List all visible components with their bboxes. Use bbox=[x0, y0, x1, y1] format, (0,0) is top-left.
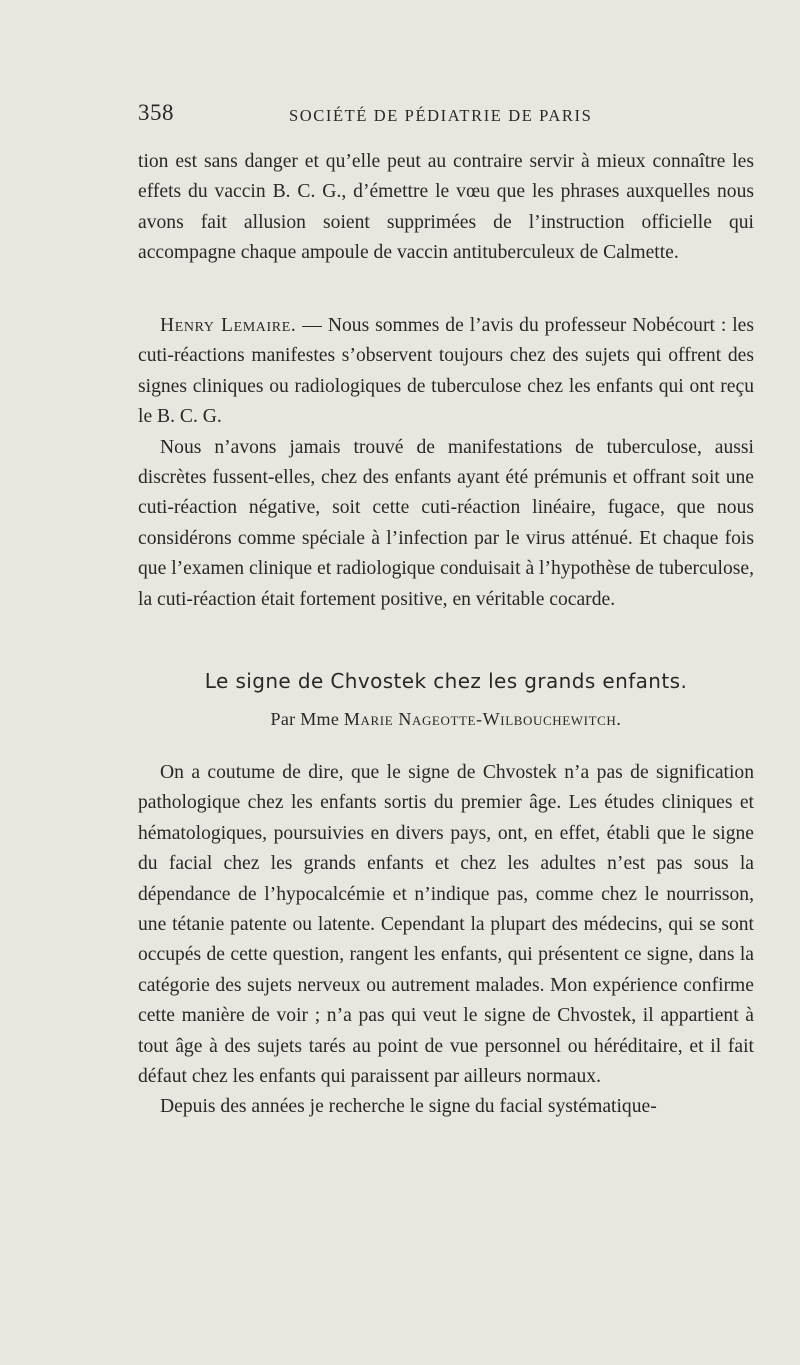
article-author bbox=[138, 709, 754, 730]
article-paragraph-2: Depuis des années je recherche le signe du facial systématique- bbox=[160, 1096, 657, 1118]
page-number: 358 bbox=[138, 100, 174, 125]
running-head: SOCIÉTÉ DE PÉDIATRIE DE PARIS bbox=[289, 106, 593, 125]
article-body bbox=[138, 758, 754, 1123]
intervention-text-1: — Nous sommes de l’avis du professeur Nobécourt : les cuti-réactions manifestes s’observent toujours chez des sujets qui offrent des signes cliniques ou radiologiques de tuberculose chez les enfants qui ont reçu le B. C. G. bbox=[138, 315, 754, 428]
article-paragraph-1: On a coutume de dire, que le signe de Chvostek n’a pas de signification pathologique chez les enfants sortis du premier âge. Les études cliniques et hématologiques, poursuivies en divers pays, ont, en effet, établi que le signe du facial chez les grands enfants et chez les adultes n’est pas sous la dépendance de l’hypocalcémie et n’indique pas, comme chez le nourrisson, une tétanie patente ou latente. Cependant la plupart des médecins, qui se sont occupés de cette question, rangent les enfants, qui présentent ce signe, dans la catégorie des sujets nerveux ou autrement malades. Mon expérience confirme cette manière de voir ; n’a pas qui veut le signe de Chvostek, il appartient à tout âge à des sujets tarés au point de vue personnel ou héréditaire, et il fait défaut chez les enfants qui paraissent par ailleurs normaux. bbox=[138, 762, 754, 1088]
intervention-paragraph-1 bbox=[138, 311, 754, 433]
speaker-name: Henry Lemaire. bbox=[160, 315, 297, 336]
continuation-block bbox=[138, 147, 754, 269]
intervention-block bbox=[138, 311, 754, 615]
intervention-paragraph-2: Nous n’avons jamais trouvé de manifestations de tuberculose, aussi discrètes fussent-elles, chez des enfants ayant été prémunis et offrant soit une cuti-réaction négative, soit cette cuti-réaction linéaire, fugace, que nous considérons comme spéciale à l’infection par le virus atténué. Et chaque fois que l’examen clinique et radiologique conduisait à l’hypothèse de tuberculose, la cuti-réaction était fortement positive, en véritable cocarde. bbox=[138, 436, 754, 610]
continuation-paragraph: tion est sans danger et qu’elle peut au contraire servir à mieux connaître les effets du vaccin B. C. G., d’émettre le vœu que les phrases auxquelles nous avons fait allusion soient supprimées de l’instruction officielle qui accompagne chaque ampoule de vaccin antituberculeux de Calmette. bbox=[138, 151, 754, 264]
author-name: Marie Nageotte-Wilbouchewitch. bbox=[343, 709, 622, 729]
page-header bbox=[138, 100, 758, 130]
article-title: Le signe de Chvostek chez les grands enfants. bbox=[204, 669, 688, 693]
author-prefix: Par Mme bbox=[270, 709, 340, 729]
